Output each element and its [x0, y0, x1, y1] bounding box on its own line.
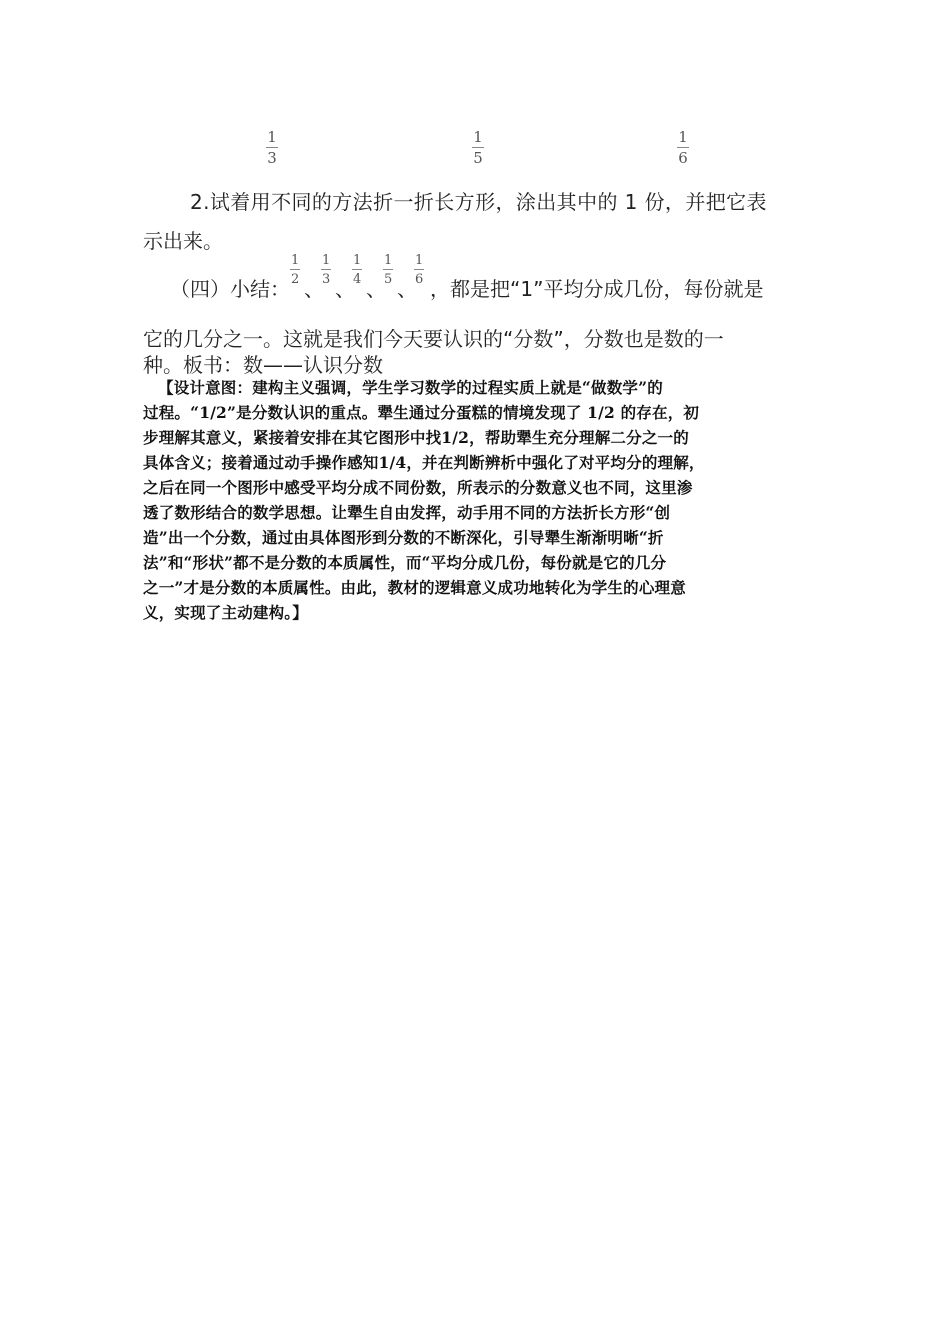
fraction-numerator: 1 [291, 253, 300, 268]
fraction-numerator: 1 [267, 128, 277, 146]
fraction-numerator: 1 [353, 253, 362, 268]
fraction-denominator: 5 [473, 149, 483, 167]
summary-separator: 、 [304, 277, 324, 301]
fraction-denominator: 3 [322, 272, 331, 287]
summary-fraction-sixth [414, 254, 424, 286]
summary-suffix: ，都是把“1”平均分成几份，每份就是 [430, 277, 764, 301]
summary-fraction-half [290, 254, 300, 286]
design-note-line-8: 法”和“形状”都不是分数的本质属性，而“平均分成几份，每份就是它的几分 [143, 553, 667, 572]
design-note-line-4: 具体含义；接着通过动手操作感知1/4，并在判断辨析中强化了对平均分的理解， [143, 453, 705, 472]
fraction-numerator: 1 [473, 128, 483, 146]
fraction-denominator: 5 [384, 272, 393, 287]
design-note-line-10: 义，实现了主动建构。】 [143, 603, 308, 622]
fraction-numerator: 1 [678, 128, 688, 146]
summary-fraction-third [321, 254, 331, 286]
design-note-line-3: 步理解其意义，紧接着安排在其它图形中找1/2，帮助犟生充分理解二分之一的 [143, 428, 689, 447]
fraction-denominator: 6 [678, 149, 688, 167]
fraction-denominator: 4 [353, 272, 362, 287]
fraction-numerator: 1 [384, 253, 393, 268]
design-note-line-2: 过程。“1/2”是分数认识的重点。犟生通过分蛋糕的情境发现了 1/2 的存在，初 [143, 403, 700, 422]
fraction-numerator: 1 [322, 253, 331, 268]
design-note-line-9: 之一”才是分数的本质属性。由此，教材的逻辑意义成功地转化为学生的心理意 [143, 578, 686, 597]
summary-fraction-fifth [383, 254, 393, 286]
fraction-numerator: 1 [415, 253, 424, 268]
summary-separator: 、 [366, 277, 386, 301]
summary-prefix: （四）小结： [170, 277, 290, 301]
fraction-one-fifth [472, 130, 484, 166]
item2-line2: 示出来。 [143, 229, 223, 253]
fraction-denominator: 3 [267, 149, 277, 167]
item2-line1: 2.试着用不同的方法折一折长方形，涂出其中的 1 份，并把它表 [190, 190, 767, 214]
design-note-line-1: 【设计意图：建构主义强调，学生学习数学的过程实质上就是“做数学”的 [158, 378, 663, 397]
fraction-one-third [266, 130, 278, 166]
fraction-denominator: 2 [291, 272, 300, 287]
summary-line3: 种。板书：数——认识分数 [143, 353, 383, 377]
fraction-one-sixth [677, 130, 689, 166]
design-note-line-5: 之后在同一个图形中感受平均分成不同份数，所表示的分数意义也不同，这里渗 [143, 478, 693, 497]
design-note-line-6: 透了数形结合的数学思想。让犟生自由发挥，动手用不同的方法折长方形“创 [143, 503, 671, 522]
summary-separator: 、 [397, 277, 417, 301]
summary-line2: 它的几分之一。这就是我们今天要认识的“分数”，分数也是数的一 [143, 327, 724, 351]
design-note-line-7: 造”出一个分数，通过由具体图形到分数的不断深化，引导犟生渐渐明晰“折 [143, 528, 664, 547]
summary-separator: 、 [335, 277, 355, 301]
summary-fraction-quarter [352, 254, 362, 286]
fraction-denominator: 6 [415, 272, 424, 287]
